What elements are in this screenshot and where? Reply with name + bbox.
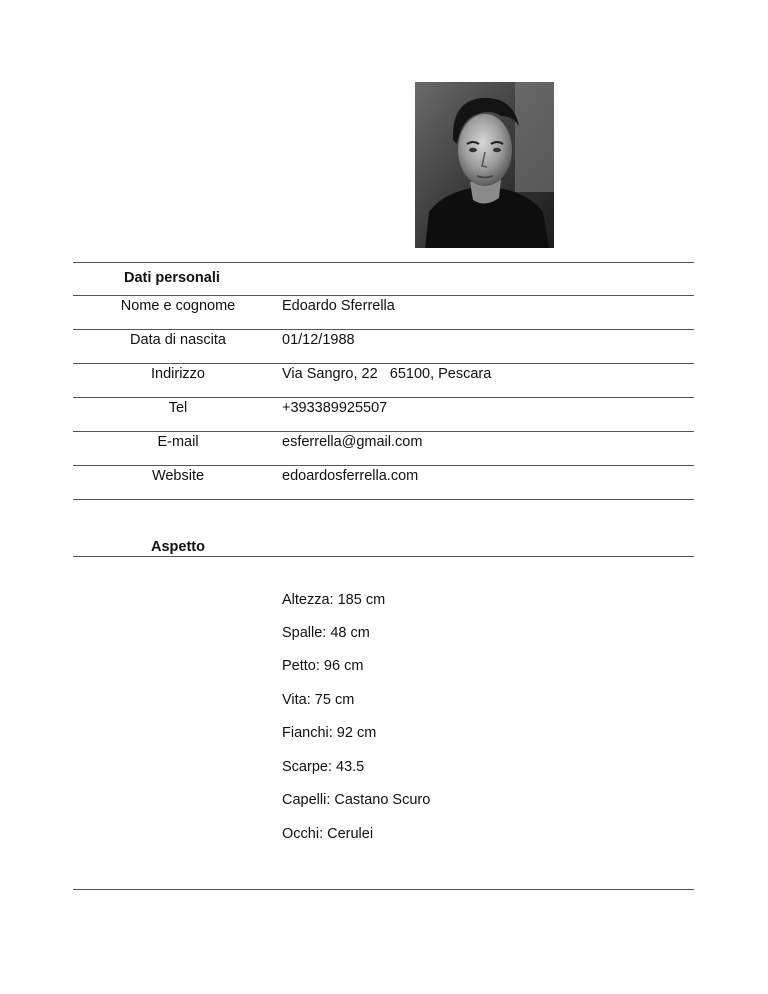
row-divider [73, 431, 694, 432]
row-divider [73, 363, 694, 364]
value-phone: +393389925507 [282, 400, 388, 416]
label-birth-date: Data di nascita [130, 332, 226, 348]
appearance-eyes: Occhi: Cerulei [282, 826, 374, 842]
value-website: edoardosferrella.com [282, 468, 419, 484]
appearance-hair: Capelli: Castano Scuro [282, 792, 431, 808]
table-bottom-rule [73, 499, 694, 500]
appearance-shoulders: Spalle: 48 cm [282, 625, 370, 641]
appearance-hips: Fianchi: 92 cm [282, 725, 377, 741]
appearance-chest: Petto: 96 cm [282, 658, 364, 674]
personal-section-heading: Dati personali [124, 270, 220, 286]
row-divider [73, 397, 694, 398]
value-birth-date: 01/12/1988 [282, 332, 355, 348]
appearance-waist: Vita: 75 cm [282, 692, 355, 708]
label-email: E-mail [157, 434, 199, 450]
profile-photo [415, 82, 554, 248]
page-bottom-rule [73, 889, 694, 890]
label-phone: Tel [168, 400, 188, 416]
row-divider [73, 329, 694, 330]
portrait-photo-icon [415, 82, 554, 248]
row-divider [73, 295, 694, 296]
appearance-height: Altezza: 185 cm [282, 592, 386, 608]
appearance-section-heading: Aspetto [151, 539, 205, 555]
value-email: esferrella@gmail.com [282, 434, 423, 450]
appearance-heading-rule [73, 556, 694, 557]
label-full-name: Nome e cognome [120, 298, 236, 314]
label-address: Indirizzo [151, 366, 205, 382]
table-top-rule [73, 262, 694, 263]
value-full-name: Edoardo Sferrella [282, 298, 395, 314]
row-divider [73, 465, 694, 466]
label-website: Website [151, 468, 205, 484]
appearance-shoes: Scarpe: 43.5 [282, 759, 365, 775]
value-address: Via Sangro, 22 65100, Pescara [282, 366, 492, 382]
